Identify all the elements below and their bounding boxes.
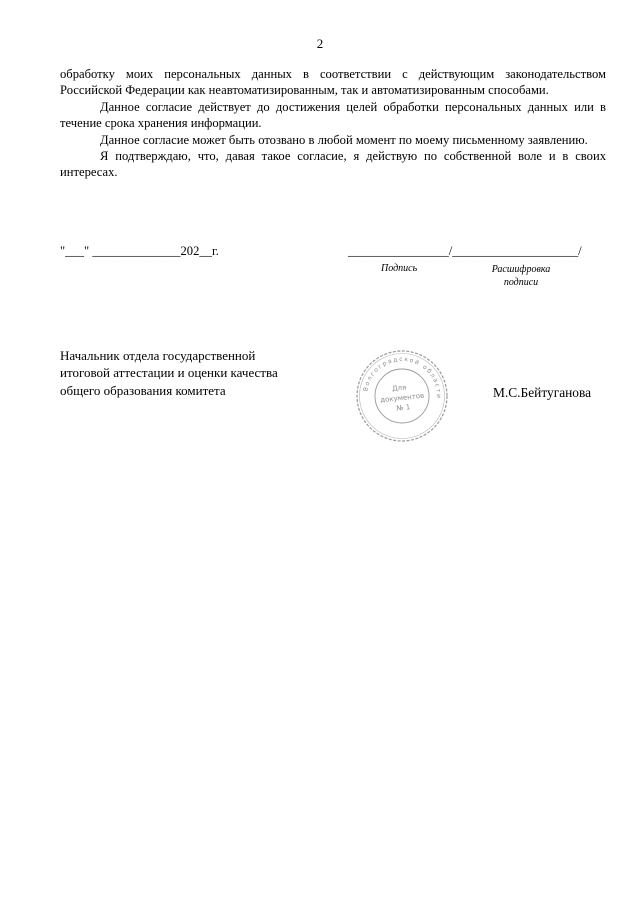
signature-caption: Подпись [381, 263, 418, 274]
signature-field: ________________/____________________/ [348, 244, 582, 258]
decryption-caption [478, 263, 564, 289]
signer-position-line1: Начальник отдела государственной [60, 348, 256, 363]
paragraph-revocation: Данное согласие может быть отозвано в любой момент по моему письменному заявлению. [100, 132, 588, 147]
consent-body-text [60, 66, 606, 181]
date-field: "___" ______________202__г. [60, 244, 219, 258]
signer-name: М.С.Бейтуганова [493, 385, 592, 400]
decryption-caption-line2: подписи [503, 277, 539, 288]
paragraph-confirmation: Я подтверждаю, что, давая такое согласие, я действую по собственной воле и в своих интересах. [60, 149, 606, 180]
signer-position-line3: общего образования комитета [60, 382, 226, 398]
stamp-ring-text: Волгоградской области [362, 355, 443, 400]
paragraph-validity: Данное согласие действует до достижения целей обработки персональных данных или в течение срока хранения информации. [60, 99, 606, 131]
paragraph-processing: обработку моих персональных данных в соответствии с действующим законодательством Российской Федерации как неавтоматизированным, так и автоматизированным способами. [60, 67, 606, 98]
signer-position [60, 347, 278, 399]
page-number: 2 [316, 36, 324, 51]
official-stamp [355, 349, 449, 443]
decryption-caption-line1: Расшифровка [491, 264, 551, 275]
signer-position-line2: итоговой аттестации и оценки качества [60, 365, 278, 381]
stamp-inner-line3: № 1 [395, 403, 411, 413]
stamp-inner-line2: документов [379, 391, 425, 405]
stamp-inner-line1: Для [391, 383, 407, 393]
